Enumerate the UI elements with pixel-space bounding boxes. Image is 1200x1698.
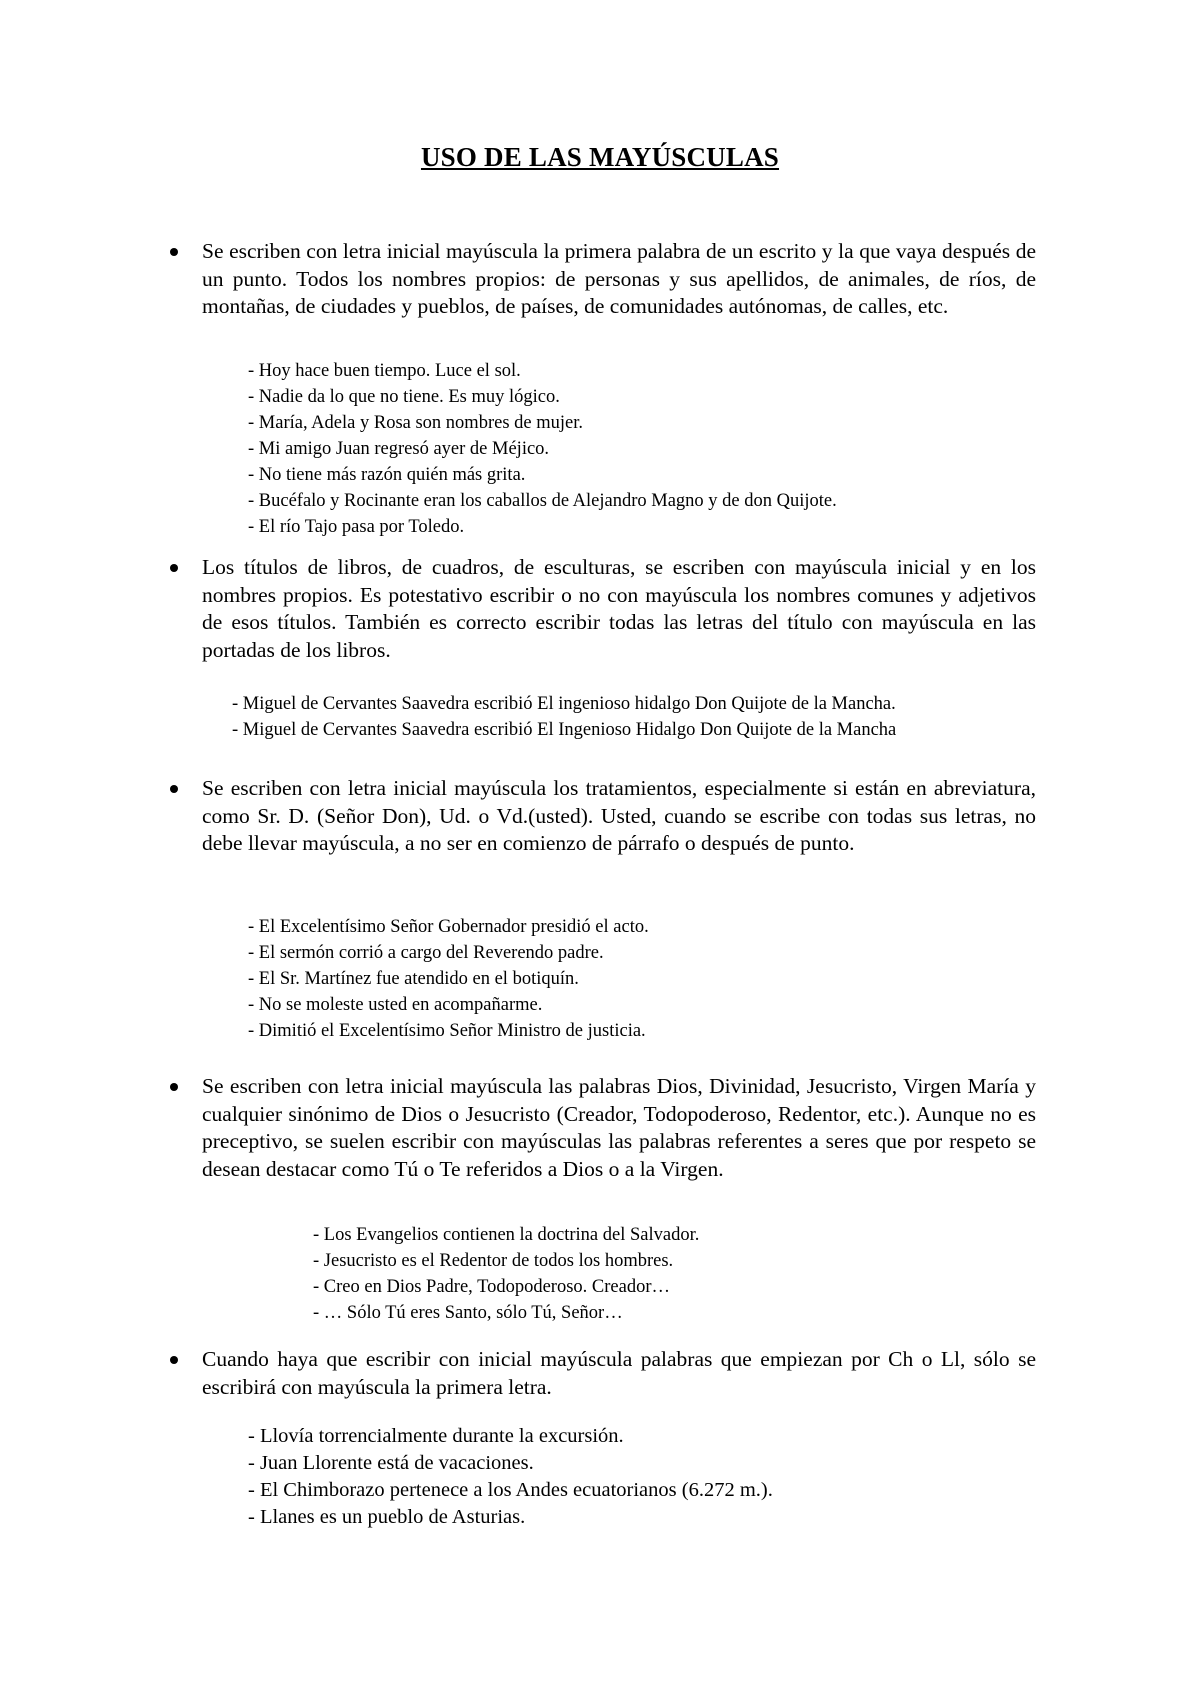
examples-list-3: [248, 914, 649, 1044]
example-item: - El Chimborazo pertenece a los Andes ecuatorianos (6.272 m.).: [248, 1479, 773, 1501]
example-item: - El río Tajo pasa por Toledo.: [248, 517, 465, 537]
bullet-icon: [170, 1356, 178, 1364]
examples-list-4: [313, 1222, 699, 1326]
example-item: - Miguel de Cervantes Saavedra escribió El ingenioso hidalgo Don Quijote de la Mancha.: [232, 694, 896, 714]
rule-paragraph: Cuando haya que escribir con inicial mayúscula palabras que empiezan por Ch o Ll, sólo se escribirá con mayúscula la primera letra.: [202, 1347, 1036, 1399]
example-item: - Jesucristo es el Redentor de todos los hombres.: [313, 1251, 674, 1271]
example-item: - Creo en Dios Padre, Todopoderoso. Creador…: [313, 1277, 670, 1297]
rule-section-4: [170, 1073, 1036, 1183]
example-item: - Juan Llorente está de vacaciones.: [248, 1452, 534, 1474]
example-item: - … Sólo Tú eres Santo, sólo Tú, Señor…: [313, 1303, 623, 1323]
rule-paragraph: Se escriben con letra inicial mayúscula las palabras Dios, Divinidad, Jesucristo, Virgen María y cualquier sinónimo de Dios o Jesucristo (Creador, Todopoderoso, Redentor, etc.). Aunque no es preceptivo, se suelen escribir con mayúsculas las palabras referentes a seres que por respeto se desean destacar como Tú o Te referidos a Dios o a la Virgen.: [202, 1074, 1036, 1181]
bullet-icon: [170, 1083, 178, 1091]
rule-paragraph: Los títulos de libros, de cuadros, de esculturas, se escriben con mayúscula inicial y en los nombres propios. Es potestativo escribir o no con mayúscula los nombres comunes y adjetivos de esos títulos. También es correcto escribir todas las letras del título con mayúscula en las portadas de los libros.: [202, 555, 1036, 662]
rule-section-5: [170, 1346, 1036, 1401]
example-item: - María, Adela y Rosa son nombres de mujer.: [248, 413, 583, 433]
rule-section-2: [170, 554, 1036, 664]
rule-paragraph: Se escriben con letra inicial mayúscula los tratamientos, especialmente si están en abreviatura, como Sr. D. (Señor Don), Ud. o Vd.(usted). Usted, cuando se escribe con todas sus letras, no debe llevar mayúscula, a no ser en comienzo de párrafo o después de punto.: [202, 776, 1036, 855]
examples-list-2: [232, 691, 896, 743]
example-item: - Dimitió el Excelentísimo Señor Ministro de justicia.: [248, 1021, 646, 1041]
bullet-icon: [170, 564, 178, 572]
example-item: - Mi amigo Juan regresó ayer de Méjico.: [248, 439, 550, 459]
example-item: - No se moleste usted en acompañarme.: [248, 995, 543, 1015]
example-item: - El Excelentísimo Señor Gobernador presidió el acto.: [248, 917, 649, 937]
example-item: - Llovía torrencialmente durante la excursión.: [248, 1425, 624, 1447]
example-item: - Los Evangelios contienen la doctrina del Salvador.: [313, 1225, 700, 1245]
examples-list-1: [248, 358, 837, 540]
bullet-icon: [170, 248, 178, 256]
example-item: - Nadie da lo que no tiene. Es muy lógico.: [248, 387, 560, 407]
rule-section-1: [170, 238, 1036, 321]
example-item: - Bucéfalo y Rocinante eran los caballos de Alejandro Magno y de don Quijote.: [248, 491, 837, 511]
example-item: - Miguel de Cervantes Saavedra escribió El Ingenioso Hidalgo Don Quijote de la Mancha: [232, 720, 897, 740]
example-item: - El sermón corrió a cargo del Reverendo padre.: [248, 943, 604, 963]
page-title: USO DE LAS MAYÚSCULAS: [420, 142, 780, 172]
bullet-icon: [170, 785, 178, 793]
examples-list-5: [248, 1423, 773, 1531]
rule-section-3: [170, 775, 1036, 858]
example-item: - No tiene más razón quién más grita.: [248, 465, 526, 485]
example-item: - El Sr. Martínez fue atendido en el botiquín.: [248, 969, 579, 989]
example-item: - Llanes es un pueblo de Asturias.: [248, 1506, 526, 1528]
example-item: - Hoy hace buen tiempo. Luce el sol.: [248, 361, 521, 381]
rule-paragraph: Se escriben con letra inicial mayúscula la primera palabra de un escrito y la que vaya después de un punto. Todos los nombres propios: de personas y sus apellidos, de animales, de ríos, de montañas, de ciudades y pueblos, de países, de comunidades autónomas, de calles, etc.: [202, 239, 1036, 318]
